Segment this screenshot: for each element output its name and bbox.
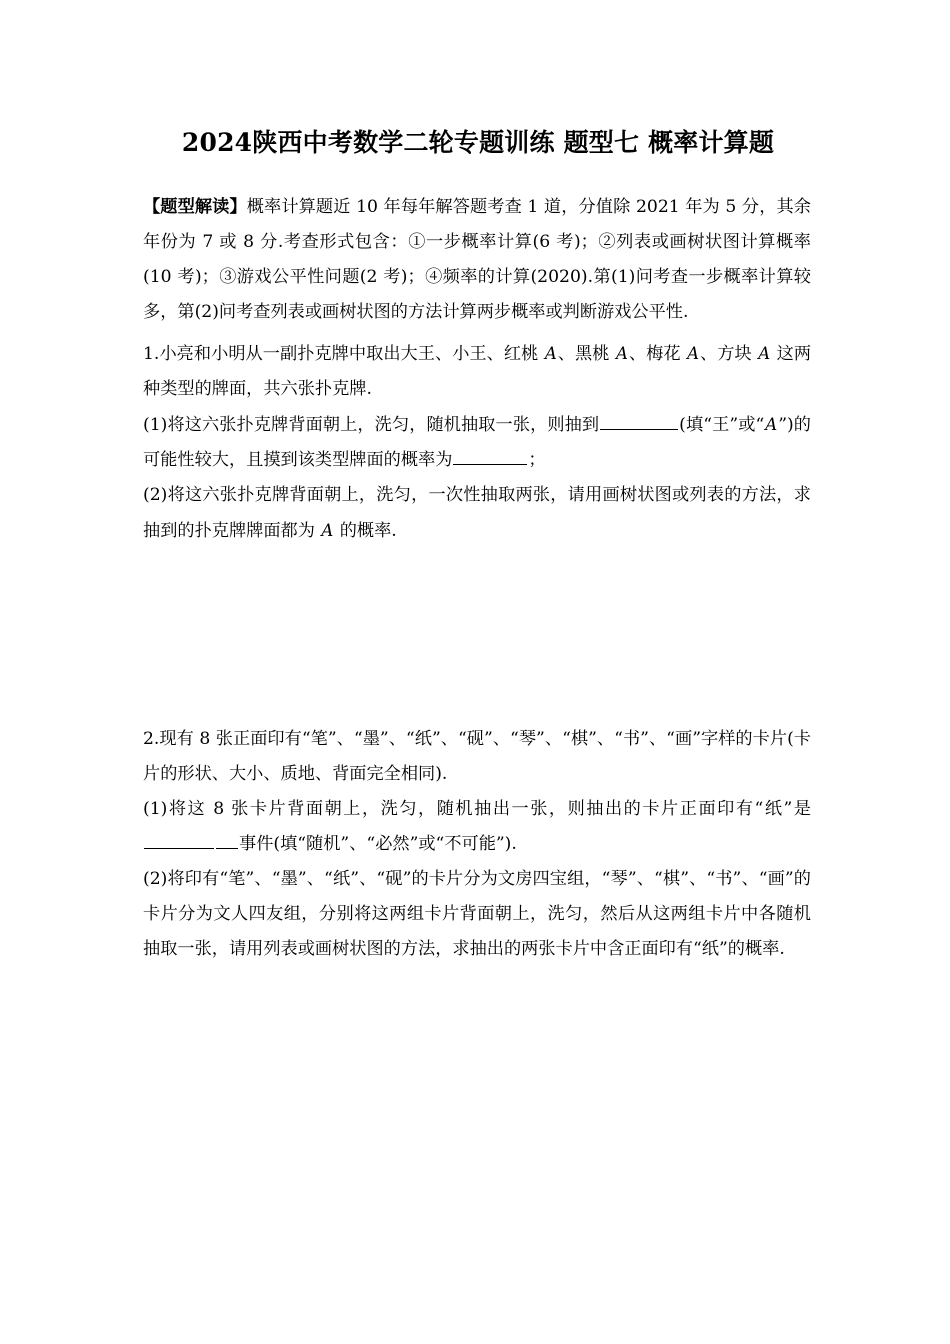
problem-type-overview-text: 概率计算题近 10 年每年解答题考查 1 道，分值除 2021 年为 5 分，其余年份为 7 或 8 分.考查形式包含：①一步概率计算(6 考)；②列表或画树状图计算概率(10 考)；③游戏公平性问题(2 考)；④频率的计算(2020).第(1)问考查一步概率计算较多，第(2)问考查列表或画树状图的方法计算两步概率或判断游戏公平性. xyxy=(143,197,811,322)
question-2-part-2-text: 将印有“笔”、“墨”、“纸”、“砚”的卡片分为文房四宝组，“琴”、“棋”、“书”、“画”的卡片分为文人四友组，分别将这两组卡片背面朝上，洗匀，然后从这两组卡片中各随机抽取一张，请用列表或画树状图的方法，求抽出的两张卡片中含正面印有“纸”的概率. xyxy=(143,869,811,959)
question-1-stem-text-c: 、梅花 xyxy=(628,344,687,364)
question-2-part-1-text-b: 事件(填“随机”、“必然”或“不可能”). xyxy=(239,834,517,854)
math-variable-a6: A xyxy=(321,521,334,540)
problem-type-overview-section xyxy=(143,190,811,330)
answer-blank-q2p1-line2[interactable] xyxy=(216,833,238,849)
question-1-part-1-text-d: ； xyxy=(528,450,546,470)
page-title: 2024陕西中考数学二轮专题训练 题型七 概率计算题 xyxy=(181,128,775,157)
question-2-part-1-marker: (1) xyxy=(143,799,168,819)
question-1-part-1-text-a: 将这六张扑克牌背面朝上，洗匀，随机抽取一张，则抽到 xyxy=(167,415,600,435)
answer-blank-q1p1-second[interactable] xyxy=(453,449,527,465)
question-1-part-1 xyxy=(143,407,811,478)
math-variable-a4: A xyxy=(758,344,771,363)
question-1-part-2-marker: (2) xyxy=(143,485,168,505)
question-2-part-2-marker: (2) xyxy=(143,869,168,889)
math-variable-a3: A xyxy=(687,344,699,363)
question-1-number: 1. xyxy=(143,344,160,364)
question-2-stem xyxy=(143,722,811,792)
answer-blank-q2p1-line1[interactable] xyxy=(144,833,214,849)
question-1-part-2 xyxy=(143,478,811,549)
question-2-stem-text: 现有 8 张正面印有“笔”、“墨”、“纸”、“砚”、“琴”、“棋”、“书”、“画”字样的卡片(卡片的形状、大小、质地、背面完全相同). xyxy=(143,729,811,784)
question-1-part-2-text-a: 将这六张扑克牌背面朝上，洗匀，一次性抽取两张，请用画树状图或列表的方法，求抽到的扑克牌牌面都为 xyxy=(143,485,811,541)
question-1-stem-text-b: 、黑桃 xyxy=(557,344,615,364)
problem-type-overview-paragraph xyxy=(143,190,811,330)
question-1-stem xyxy=(143,336,811,407)
problem-type-overview-label: 【题型解读】 xyxy=(143,197,247,217)
question-2-part-2 xyxy=(143,862,811,967)
question-2-number: 2. xyxy=(143,729,160,749)
question-1 xyxy=(143,336,811,549)
question-1-part-1-text-b: (填“王”或“ xyxy=(679,415,765,435)
question-2-part-1-text-a: 将这 8 张卡片背面朝上，洗匀，随机抽出一张，则抽出的卡片正面印有“纸”是 xyxy=(167,799,811,819)
question-1-stem-text-d: 、方块 xyxy=(699,344,758,364)
math-variable-a2: A xyxy=(615,344,628,363)
question-1-stem-text-e: 这两种类型的牌面，共六张扑克牌. xyxy=(143,344,812,399)
question-1-part-2-text-b: 的概率. xyxy=(334,521,397,541)
answer-blank-q1p1-first[interactable] xyxy=(600,414,678,430)
math-variable-a1: A xyxy=(544,344,557,363)
question-2 xyxy=(143,722,811,967)
math-variable-a5: A xyxy=(765,415,778,434)
question-2-part-1 xyxy=(143,792,811,862)
question-1-part-1-marker: (1) xyxy=(143,415,168,435)
question-1-stem-text-a: 小亮和小明从一副扑克牌中取出大王、小王、红桃 xyxy=(159,344,544,364)
question-1-part-1-text-c: ”)的可能性较大，且摸到该类型牌面的概率为 xyxy=(143,415,811,470)
